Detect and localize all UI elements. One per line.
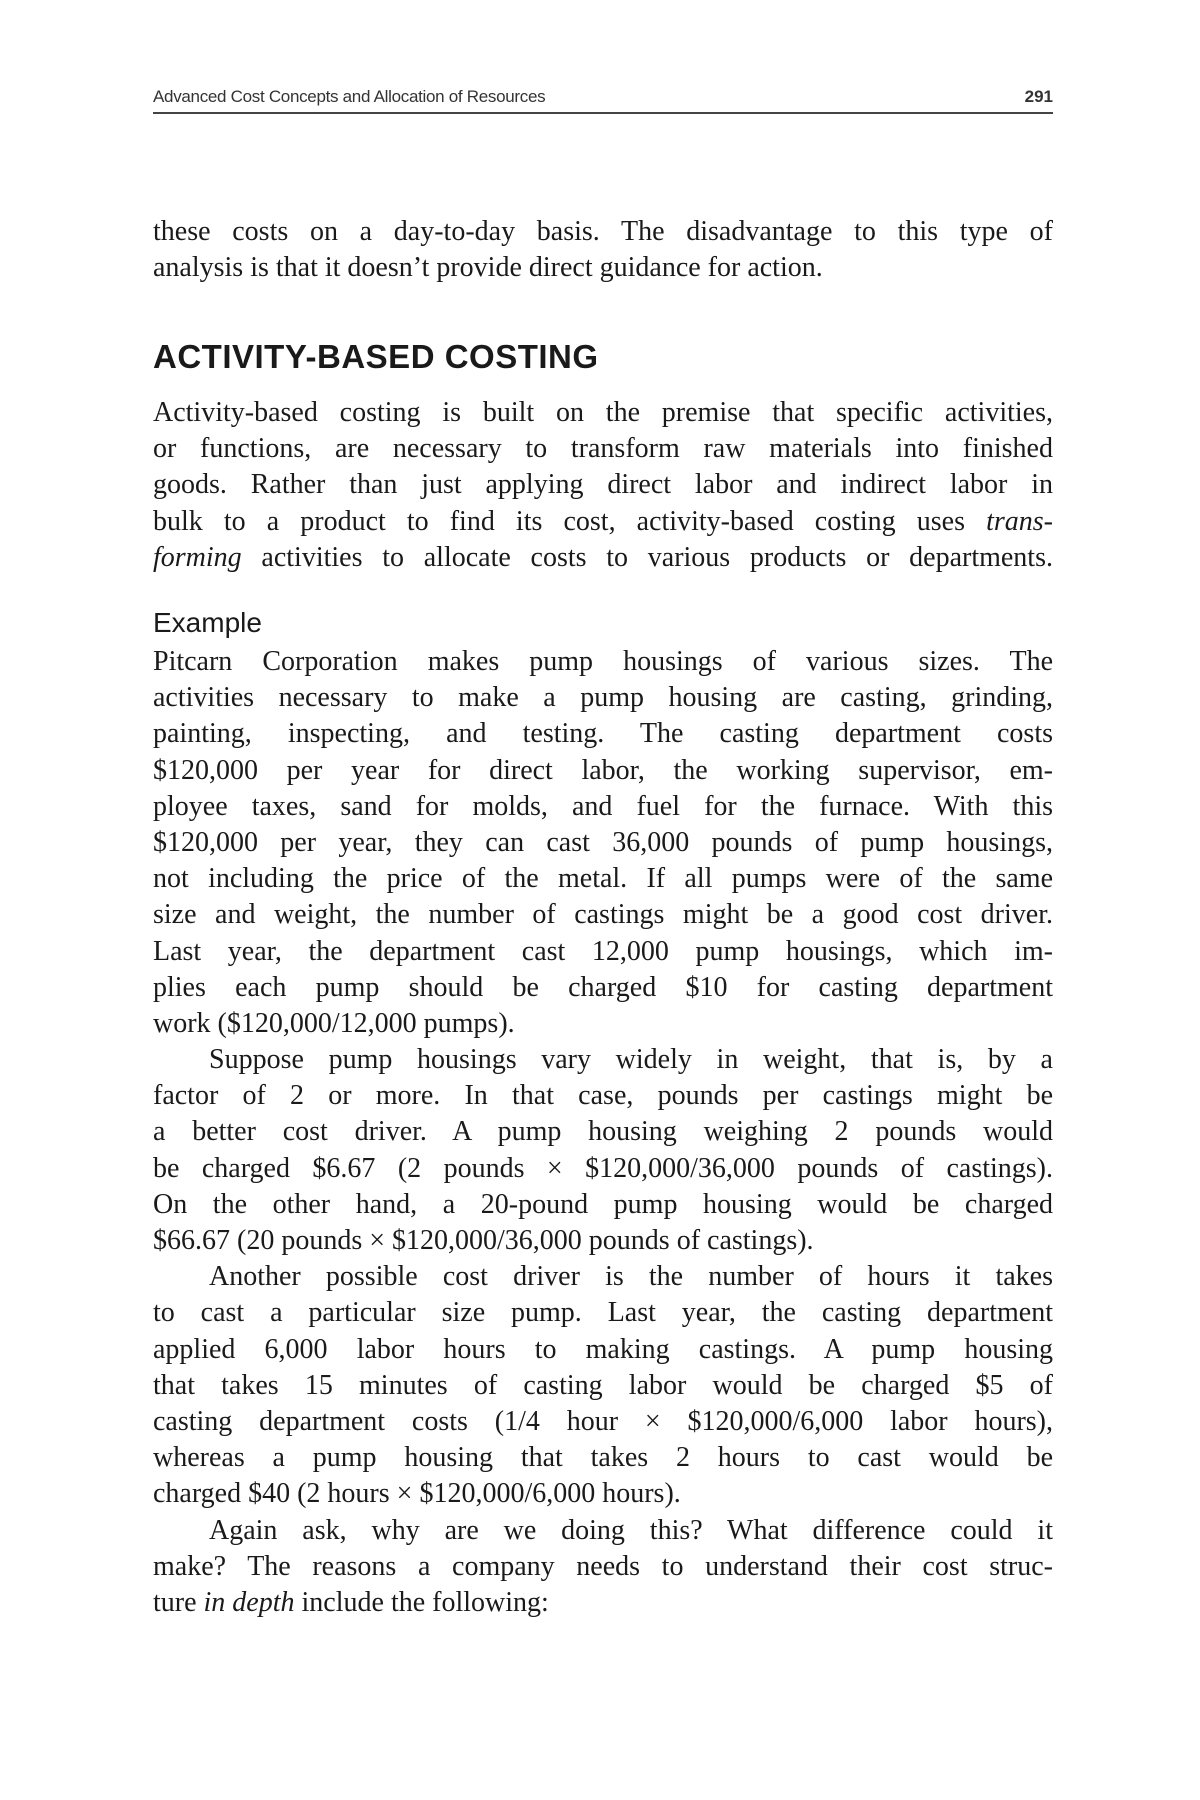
text-line: ployee taxes, sand for molds, and fuel for the furnace. With this — [153, 790, 1053, 822]
text-line: activities necessary to make a pump housing are casting, grinding, — [153, 682, 1053, 714]
text-line: applied 6,000 labor hours to making castings. A pump housing — [153, 1333, 1053, 1365]
text-line: not including the price of the metal. If all pumps were of the same — [153, 863, 1053, 895]
text-line: analysis is that it doesn’t provide direct guidance for action. — [153, 252, 823, 284]
text-line: Pitcarn Corporation makes pump housings of various sizes. The — [153, 646, 1053, 677]
section-heading: ACTIVITY-BASED COSTING — [153, 338, 599, 375]
text-line: casting department costs (1/4 hour × $120,000/6,000 labor hours), — [153, 1405, 1053, 1437]
text-line: whereas a pump housing that takes 2 hours to cast would be — [153, 1442, 1053, 1474]
subheading-example: Example — [153, 607, 262, 638]
text-line: that takes 15 minutes of casting labor would be charged $5 of — [153, 1369, 1053, 1401]
text-line: forming activities to allocate costs to various products or departments. — [153, 541, 1053, 573]
text-line: a better cost driver. A pump housing weighing 2 pounds would — [153, 1116, 1053, 1148]
text-line: Another possible cost driver is the number of hours it takes — [209, 1261, 1053, 1293]
text-line: On the other hand, a 20-pound pump housing would be charged — [153, 1188, 1053, 1220]
text-line: $66.67 (20 pounds × $120,000/36,000 pounds of castings). — [153, 1225, 814, 1256]
paragraph — [153, 214, 1053, 286]
text-line: to cast a particular size pump. Last year, the casting department — [153, 1297, 1053, 1329]
text-line: $120,000 per year for direct labor, the working supervisor, em- — [153, 754, 1053, 786]
text-line: factor of 2 or more. In that case, pounds per castings might be — [153, 1080, 1053, 1112]
text-line: goods. Rather than just applying direct labor and indirect labor in — [153, 469, 1053, 501]
text-line: Again ask, why are we doing this? What difference could it — [209, 1514, 1053, 1546]
page-number: 291 — [1024, 87, 1053, 106]
text-line: or functions, are necessary to transform raw materials into finished — [153, 433, 1053, 465]
header-rule — [153, 112, 1053, 114]
text-line: ture in depth include the following: — [153, 1586, 549, 1618]
italic-emphasis: in depth — [203, 1586, 295, 1618]
example-text — [153, 644, 1053, 1621]
text-line: $120,000 per year, they can cast 36,000 pounds of pump housings, — [153, 826, 1053, 858]
paragraph — [153, 395, 1053, 576]
text-line: Suppose pump housings vary widely in weight, that is, by a — [209, 1044, 1053, 1076]
text-line: charged $40 (2 hours × $120,000/6,000 hours). — [153, 1478, 681, 1510]
text-line: Last year, the department cast 12,000 pump housings, which im- — [153, 935, 1053, 967]
intro-paragraph — [153, 214, 1053, 286]
text-line: Activity-based costing is built on the premise that specific activities, — [153, 397, 1053, 428]
paragraph — [153, 1042, 1053, 1259]
paragraph — [153, 1259, 1053, 1512]
italic-emphasis: trans- — [986, 505, 1053, 537]
text-line: size and weight, the number of castings might be a good cost driver. — [153, 899, 1053, 931]
text-line: these costs on a day-to-day basis. The disadvantage to this type of — [153, 216, 1053, 247]
text-line: make? The reasons a company needs to understand their cost struc- — [153, 1550, 1053, 1582]
running-title: Advanced Cost Concepts and Allocation of Resources — [153, 87, 546, 106]
text-line: bulk to a product to find its cost, activity-based costing uses trans- — [153, 505, 1053, 537]
paragraph — [153, 1513, 1053, 1622]
text-line: be charged $6.67 (2 pounds × $120,000/36,000 pounds of castings). — [153, 1152, 1053, 1184]
section-paragraph — [153, 395, 1053, 576]
running-header — [153, 87, 1053, 113]
paragraph — [153, 644, 1053, 1042]
italic-emphasis: forming — [153, 541, 242, 573]
text-line: plies each pump should be charged $10 for casting department — [153, 971, 1053, 1003]
text-line: painting, inspecting, and testing. The casting department costs — [153, 718, 1053, 750]
text-line: work ($120,000/12,000 pumps). — [153, 1007, 515, 1039]
